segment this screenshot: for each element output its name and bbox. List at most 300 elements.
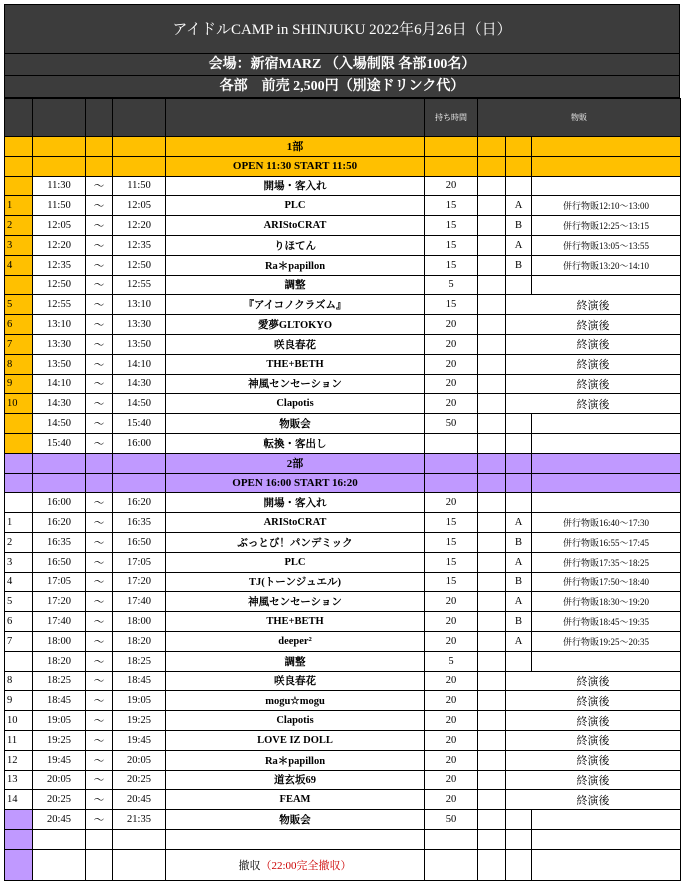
end-time: 20:45 <box>113 790 166 810</box>
spacer-cell <box>478 354 506 374</box>
schedule-table <box>4 98 681 881</box>
performer-name: FEAM <box>166 790 425 810</box>
end-time: 13:30 <box>113 315 166 335</box>
end-time: 15:40 <box>113 414 166 434</box>
spacer-cell <box>478 334 506 354</box>
performer-name: Clapotis <box>166 394 425 414</box>
performer-name: THE+BETH <box>166 612 425 632</box>
slot-number: 7 <box>5 334 33 354</box>
slot-number: 9 <box>5 691 33 711</box>
goods-booth: B <box>506 255 532 275</box>
slot-number: 2 <box>5 216 33 236</box>
performer-name: 調整 <box>166 275 425 295</box>
goods-time: 併行物販17:35〜18:25 <box>532 552 681 572</box>
wait-time <box>425 433 478 453</box>
start-time: 15:40 <box>33 433 86 453</box>
wait-time: 15 <box>425 552 478 572</box>
part1-open-time: OPEN 11:30 START 11:50 <box>166 156 425 176</box>
col-wait-header: 持ち時間 <box>425 99 478 137</box>
spacer-cell <box>478 691 506 711</box>
slot-number <box>5 176 33 196</box>
schedule-row <box>5 255 681 275</box>
schedule-row <box>5 433 681 453</box>
goods-booth: B <box>506 216 532 236</box>
end-time: 18:20 <box>113 631 166 651</box>
wait-time: 15 <box>425 255 478 275</box>
performer-name: 神風センセーション <box>166 374 425 394</box>
tilde: 〜 <box>86 790 113 810</box>
spacer-cell <box>478 513 506 533</box>
tilde: 〜 <box>86 196 113 216</box>
part2-open-time: OPEN 16:00 START 16:20 <box>166 473 425 493</box>
tilde: 〜 <box>86 414 113 434</box>
spacer-cell <box>478 651 506 671</box>
slot-number: 3 <box>5 552 33 572</box>
goods-booth: B <box>506 612 532 632</box>
end-time: 16:50 <box>113 532 166 552</box>
slot-number: 4 <box>5 255 33 275</box>
end-time: 19:05 <box>113 691 166 711</box>
wait-time: 20 <box>425 790 478 810</box>
schedule-row <box>5 790 681 810</box>
goods-time: 併行物販18:30〜19:20 <box>532 592 681 612</box>
slot-number: 8 <box>5 671 33 691</box>
schedule-row <box>5 414 681 434</box>
performer-name: 開場・客入れ <box>166 493 425 513</box>
schedule-row <box>5 513 681 533</box>
goods-time: 併行物販18:45〜19:35 <box>532 612 681 632</box>
start-time: 14:10 <box>33 374 86 394</box>
wait-time: 20 <box>425 493 478 513</box>
schedule-row <box>5 374 681 394</box>
end-time: 11:50 <box>113 176 166 196</box>
goods-time: 併行物販12:25〜13:15 <box>532 216 681 236</box>
spacer-cell <box>478 414 506 434</box>
spacer-cell <box>478 572 506 592</box>
spacer-cell <box>478 810 506 830</box>
start-time: 16:00 <box>33 493 86 513</box>
tilde: 〜 <box>86 552 113 572</box>
slot-number: 13 <box>5 770 33 790</box>
end-time: 12:20 <box>113 216 166 236</box>
slot-number: 4 <box>5 572 33 592</box>
end-time: 12:50 <box>113 255 166 275</box>
start-time: 11:30 <box>33 176 86 196</box>
tilde: 〜 <box>86 315 113 335</box>
goods-booth: A <box>506 196 532 216</box>
tilde: 〜 <box>86 750 113 770</box>
performer-name: 愛夢GLTOKYO <box>166 315 425 335</box>
performer-name: PLC <box>166 196 425 216</box>
goods-time: 終演後 <box>506 374 681 394</box>
slot-number: 3 <box>5 235 33 255</box>
wait-time: 20 <box>425 711 478 731</box>
schedule-row <box>5 730 681 750</box>
performer-name: 道玄坂69 <box>166 770 425 790</box>
spacer-cell <box>478 750 506 770</box>
spacer-cell <box>478 631 506 651</box>
performer-name: 咲良春花 <box>166 334 425 354</box>
schedule-row <box>5 750 681 770</box>
schedule-row <box>5 493 681 513</box>
end-time: 14:10 <box>113 354 166 374</box>
schedule-row <box>5 770 681 790</box>
wait-time: 15 <box>425 235 478 255</box>
goods-time: 終演後 <box>506 691 681 711</box>
schedule-row <box>5 315 681 335</box>
goods-time: 併行物販19:25〜20:35 <box>532 631 681 651</box>
tilde: 〜 <box>86 810 113 830</box>
schedule-row <box>5 532 681 552</box>
performer-name: mogu☆mogu <box>166 691 425 711</box>
tilde: 〜 <box>86 275 113 295</box>
tilde: 〜 <box>86 612 113 632</box>
start-time: 12:50 <box>33 275 86 295</box>
slot-number: 1 <box>5 196 33 216</box>
performer-name: 神風センセーション <box>166 592 425 612</box>
goods-time: 終演後 <box>506 295 681 315</box>
wait-time: 20 <box>425 394 478 414</box>
slot-number <box>5 810 33 830</box>
part2-label-row <box>5 453 681 473</box>
wait-time: 20 <box>425 691 478 711</box>
start-time: 20:25 <box>33 790 86 810</box>
wait-time: 15 <box>425 513 478 533</box>
goods-time: 終演後 <box>506 730 681 750</box>
end-time: 17:40 <box>113 592 166 612</box>
goods-time: 併行物販13:05〜13:55 <box>532 235 681 255</box>
spacer-cell <box>478 592 506 612</box>
goods-booth: B <box>506 572 532 592</box>
start-time: 19:25 <box>33 730 86 750</box>
tilde: 〜 <box>86 532 113 552</box>
end-time: 20:25 <box>113 770 166 790</box>
spacer-cell <box>478 196 506 216</box>
slot-number <box>5 275 33 295</box>
spacer-cell <box>478 552 506 572</box>
closing-row <box>5 849 681 880</box>
end-time: 12:35 <box>113 235 166 255</box>
schedule-row <box>5 671 681 691</box>
end-time: 16:00 <box>113 433 166 453</box>
end-time: 19:25 <box>113 711 166 731</box>
end-time: 12:05 <box>113 196 166 216</box>
goods-booth: A <box>506 513 532 533</box>
goods-time: 終演後 <box>506 770 681 790</box>
slot-number: 2 <box>5 532 33 552</box>
wait-time: 15 <box>425 572 478 592</box>
tilde: 〜 <box>86 394 113 414</box>
wait-time: 20 <box>425 354 478 374</box>
slot-number: 6 <box>5 612 33 632</box>
schedule-row <box>5 275 681 295</box>
schedule-row <box>5 295 681 315</box>
start-time: 12:05 <box>33 216 86 236</box>
spacer-cell <box>478 275 506 295</box>
performer-name: 物販会 <box>166 414 425 434</box>
end-time: 16:35 <box>113 513 166 533</box>
start-time: 18:00 <box>33 631 86 651</box>
performer-name: LOVE IZ DOLL <box>166 730 425 750</box>
wait-time: 20 <box>425 750 478 770</box>
spacer-cell <box>478 493 506 513</box>
spacer-cell <box>478 176 506 196</box>
performer-name: Ra＊papillon <box>166 255 425 275</box>
tilde: 〜 <box>86 513 113 533</box>
timetable-sheet <box>4 4 680 881</box>
spacer-cell <box>478 315 506 335</box>
part1-label: 1部 <box>166 137 425 157</box>
start-time: 17:20 <box>33 592 86 612</box>
start-time: 16:50 <box>33 552 86 572</box>
schedule-row <box>5 235 681 255</box>
performer-name: THE+BETH <box>166 354 425 374</box>
spacer-cell <box>478 612 506 632</box>
wait-time: 15 <box>425 532 478 552</box>
slot-number: 14 <box>5 790 33 810</box>
slot-number: 10 <box>5 394 33 414</box>
start-time: 14:50 <box>33 414 86 434</box>
performer-name: 調整 <box>166 651 425 671</box>
start-time: 17:40 <box>33 612 86 632</box>
goods-time <box>532 810 681 830</box>
slot-number: 7 <box>5 631 33 651</box>
tilde: 〜 <box>86 691 113 711</box>
goods-booth: A <box>506 235 532 255</box>
wait-time: 20 <box>425 334 478 354</box>
tilde: 〜 <box>86 334 113 354</box>
wait-time: 20 <box>425 671 478 691</box>
goods-time: 終演後 <box>506 711 681 731</box>
schedule-row <box>5 354 681 374</box>
start-time: 11:50 <box>33 196 86 216</box>
tilde: 〜 <box>86 216 113 236</box>
wait-time: 20 <box>425 612 478 632</box>
performer-name: 咲良春花 <box>166 671 425 691</box>
tilde: 〜 <box>86 671 113 691</box>
goods-time: 併行物販12:10〜13:00 <box>532 196 681 216</box>
slot-number: 8 <box>5 354 33 374</box>
wait-time: 20 <box>425 631 478 651</box>
wait-time: 20 <box>425 770 478 790</box>
goods-time <box>532 275 681 295</box>
tilde: 〜 <box>86 770 113 790</box>
slot-number: 1 <box>5 513 33 533</box>
start-time: 18:45 <box>33 691 86 711</box>
tilde: 〜 <box>86 255 113 275</box>
start-time: 13:10 <box>33 315 86 335</box>
end-time: 14:30 <box>113 374 166 394</box>
tilde: 〜 <box>86 651 113 671</box>
spacer-cell <box>478 235 506 255</box>
spacer-cell <box>478 255 506 275</box>
tilde: 〜 <box>86 176 113 196</box>
start-time: 12:20 <box>33 235 86 255</box>
wait-time: 20 <box>425 592 478 612</box>
wait-time: 50 <box>425 414 478 434</box>
end-time: 16:20 <box>113 493 166 513</box>
wait-time: 20 <box>425 374 478 394</box>
end-time: 14:50 <box>113 394 166 414</box>
schedule-row <box>5 394 681 414</box>
schedule-row <box>5 631 681 651</box>
part2-open-row <box>5 473 681 493</box>
spacer-cell <box>478 532 506 552</box>
start-time: 20:05 <box>33 770 86 790</box>
performer-name: 転換・客出し <box>166 433 425 453</box>
blank-row <box>5 829 681 849</box>
tilde: 〜 <box>86 433 113 453</box>
start-time: 17:05 <box>33 572 86 592</box>
goods-time: 終演後 <box>506 334 681 354</box>
goods-time: 併行物販17:50〜18:40 <box>532 572 681 592</box>
start-time: 16:35 <box>33 532 86 552</box>
end-time: 18:25 <box>113 651 166 671</box>
schedule-row <box>5 711 681 731</box>
schedule-row <box>5 552 681 572</box>
wait-time: 15 <box>425 216 478 236</box>
performer-name: ARIStoCRAT <box>166 513 425 533</box>
spacer-cell <box>478 671 506 691</box>
wait-time: 20 <box>425 730 478 750</box>
slot-number: 11 <box>5 730 33 750</box>
end-time: 13:50 <box>113 334 166 354</box>
spacer-cell <box>478 374 506 394</box>
part1-label-row <box>5 137 681 157</box>
end-time: 19:45 <box>113 730 166 750</box>
goods-time: 終演後 <box>506 750 681 770</box>
start-time: 12:55 <box>33 295 86 315</box>
wait-time: 5 <box>425 651 478 671</box>
schedule-row <box>5 810 681 830</box>
goods-booth: A <box>506 552 532 572</box>
performer-name: PLC <box>166 552 425 572</box>
goods-time: 終演後 <box>506 354 681 374</box>
end-time: 17:05 <box>113 552 166 572</box>
schedule-row <box>5 651 681 671</box>
start-time: 18:20 <box>33 651 86 671</box>
tilde: 〜 <box>86 235 113 255</box>
slot-number <box>5 414 33 434</box>
performer-name: ぶっとび！パンデミック <box>166 532 425 552</box>
wait-time: 5 <box>425 275 478 295</box>
goods-time <box>532 651 681 671</box>
header-row <box>5 99 681 137</box>
goods-time: 併行物販13:20〜14:10 <box>532 255 681 275</box>
performer-name: deeper² <box>166 631 425 651</box>
schedule-row <box>5 572 681 592</box>
goods-time <box>532 433 681 453</box>
goods-booth <box>506 176 532 196</box>
tilde: 〜 <box>86 354 113 374</box>
end-time: 20:05 <box>113 750 166 770</box>
goods-booth <box>506 414 532 434</box>
start-time: 16:20 <box>33 513 86 533</box>
spacer-cell <box>478 216 506 236</box>
goods-booth <box>506 651 532 671</box>
venue-line: 会場：新宿MARZ （入場制限 各部100名） <box>4 54 680 76</box>
slot-number: 5 <box>5 295 33 315</box>
schedule-row <box>5 612 681 632</box>
slot-number: 10 <box>5 711 33 731</box>
goods-time <box>532 414 681 434</box>
start-time: 18:25 <box>33 671 86 691</box>
end-time: 12:55 <box>113 275 166 295</box>
tilde: 〜 <box>86 572 113 592</box>
slot-number <box>5 433 33 453</box>
spacer-cell <box>478 394 506 414</box>
start-time: 19:05 <box>33 711 86 731</box>
goods-booth <box>506 810 532 830</box>
schedule-row <box>5 691 681 711</box>
goods-booth <box>506 493 532 513</box>
wait-time: 50 <box>425 810 478 830</box>
start-time: 19:45 <box>33 750 86 770</box>
performer-name: 物販会 <box>166 810 425 830</box>
goods-time: 併行物販16:55〜17:45 <box>532 532 681 552</box>
tilde: 〜 <box>86 631 113 651</box>
performer-name: Clapotis <box>166 711 425 731</box>
end-time: 13:10 <box>113 295 166 315</box>
spacer-cell <box>478 433 506 453</box>
slot-number: 6 <box>5 315 33 335</box>
goods-booth <box>506 433 532 453</box>
tilde: 〜 <box>86 374 113 394</box>
slot-number: 5 <box>5 592 33 612</box>
performer-name: りほてん <box>166 235 425 255</box>
wait-time: 20 <box>425 315 478 335</box>
spacer-cell <box>478 770 506 790</box>
spacer-cell <box>478 790 506 810</box>
closing-note: （22:00完全撤収） <box>260 859 352 872</box>
goods-time: 併行物販16:40〜17:30 <box>532 513 681 533</box>
spacer-cell <box>478 730 506 750</box>
end-time: 18:45 <box>113 671 166 691</box>
start-time: 13:30 <box>33 334 86 354</box>
slot-number <box>5 651 33 671</box>
slot-number: 9 <box>5 374 33 394</box>
end-time: 18:00 <box>113 612 166 632</box>
goods-booth <box>506 275 532 295</box>
schedule-row <box>5 334 681 354</box>
col-goods-header: 物販 <box>478 99 681 137</box>
goods-time: 終演後 <box>506 671 681 691</box>
end-time: 21:35 <box>113 810 166 830</box>
start-time: 13:50 <box>33 354 86 374</box>
goods-time: 終演後 <box>506 790 681 810</box>
goods-booth: A <box>506 592 532 612</box>
goods-time <box>532 176 681 196</box>
performer-name: 開場・客入れ <box>166 176 425 196</box>
schedule-row <box>5 592 681 612</box>
event-title: アイドルCAMP in SHINJUKU 2022年6月26日（日） <box>4 4 680 54</box>
part1-open-row <box>5 156 681 176</box>
performer-name: ARIStoCRAT <box>166 216 425 236</box>
end-time: 17:20 <box>113 572 166 592</box>
goods-booth: A <box>506 631 532 651</box>
wait-time: 15 <box>425 295 478 315</box>
tilde: 〜 <box>86 493 113 513</box>
performer-name: TJ(トーンジュエル) <box>166 572 425 592</box>
goods-time: 終演後 <box>506 394 681 414</box>
tilde: 〜 <box>86 295 113 315</box>
tilde: 〜 <box>86 711 113 731</box>
wait-time: 20 <box>425 176 478 196</box>
performer-name: Ra＊papillon <box>166 750 425 770</box>
spacer-cell <box>478 295 506 315</box>
goods-time <box>532 493 681 513</box>
start-time: 20:45 <box>33 810 86 830</box>
